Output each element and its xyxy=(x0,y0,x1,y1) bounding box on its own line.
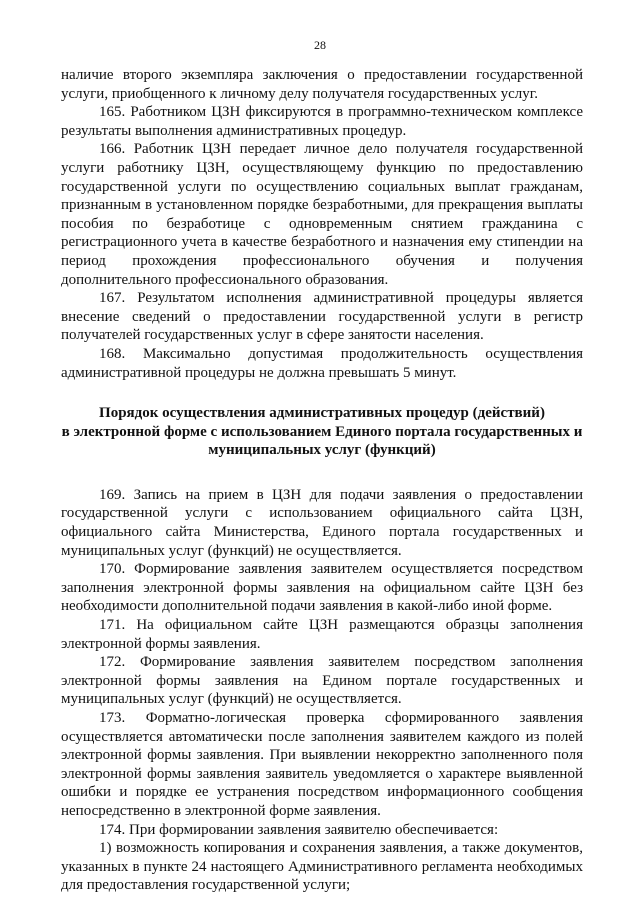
paragraph-167: 167. Результатом исполнения административной процедуры является внесение сведений о предоставлении государственной услуги в регистр получателей государственных услуг в сфере занятости населения. xyxy=(61,290,583,344)
paragraph-172: 172. Формирование заявления заявителем посредством заполнения электронной формы заявления на Едином портале государственных и муниципальных услуг (функций) не осуществляется. xyxy=(61,654,583,708)
section-heading-line-3: муниципальных услуг (функций) xyxy=(208,442,436,459)
paragraph-171: 171. На официальном сайте ЦЗН размещаются образцы заполнения электронной формы заявления. xyxy=(61,617,583,652)
paragraph-174: 174. При формировании заявления заявителю обеспечивается: xyxy=(99,821,499,838)
section-heading-line-2: в электронной форме с использованием Единого портала государственных и xyxy=(61,423,583,440)
paragraph-170: 170. Формирование заявления заявителем осуществляется посредством заполнения электронной формы заявления на официальном сайте ЦЗН без необходимости дополнительной подачи заявления в какой-либо иной форме. xyxy=(61,561,583,615)
paragraph-166: 166. Работник ЦЗН передает личное дело получателя государственной услуги работнику ЦЗН, осуществляющему функцию по предоставлению государственной услуги по осуществлению социальных выплат гражданам, признанным в установленном порядке безработными, для прекращения выплаты пособия по безработице с одновременным снятием гражданина с регистрационного учета в качестве безработного и назначения ему стипендии на период прохождения профессионального обучения и получения дополнительного профессионального образования. xyxy=(61,141,583,288)
document-body xyxy=(61,66,583,895)
paragraph-165: 165. Работником ЦЗН фиксируются в программно-техническом комплексе результаты выполнения административных процедур. xyxy=(61,104,583,139)
page-number: 28 xyxy=(314,38,326,52)
paragraph-169: 169. Запись на прием в ЦЗН для подачи заявления о предоставлении государственной услуги с использованием официального сайта ЦЗН, официального сайта Министерства, Единого портала государственных и муниципальных услуг (функций) не осуществляется. xyxy=(61,486,583,559)
paragraph-173: 173. Форматно-логическая проверка сформированного заявления осуществляется автоматически после заполнения заявителем каждого из полей электронной формы заявления. При выявлении некорректно заполненного поля электронной формы заявления заявитель уведомляется о характере выявленной ошибки и порядке ее устранения посредством информационного сообщения непосредственно в электронной форме заявления. xyxy=(61,710,583,819)
paragraph-continuation: наличие второго экземпляра заключения о предоставлении государственной услуги, приобщенного к личному делу получателя государственных услуг. xyxy=(61,67,583,102)
paragraph-174-item-1: 1) возможность копирования и сохранения заявления, а также документов, указанных в пункте 24 настоящего Административного регламента необходимых для предоставления государственной услуги; xyxy=(61,840,583,894)
section-heading-line-1: Порядок осуществления административных процедур (действий) xyxy=(99,405,545,422)
paragraph-168: 168. Максимально допустимая продолжительность осуществления административной процедуры не должна превышать 5 минут. xyxy=(61,345,583,381)
section-heading xyxy=(61,404,583,460)
